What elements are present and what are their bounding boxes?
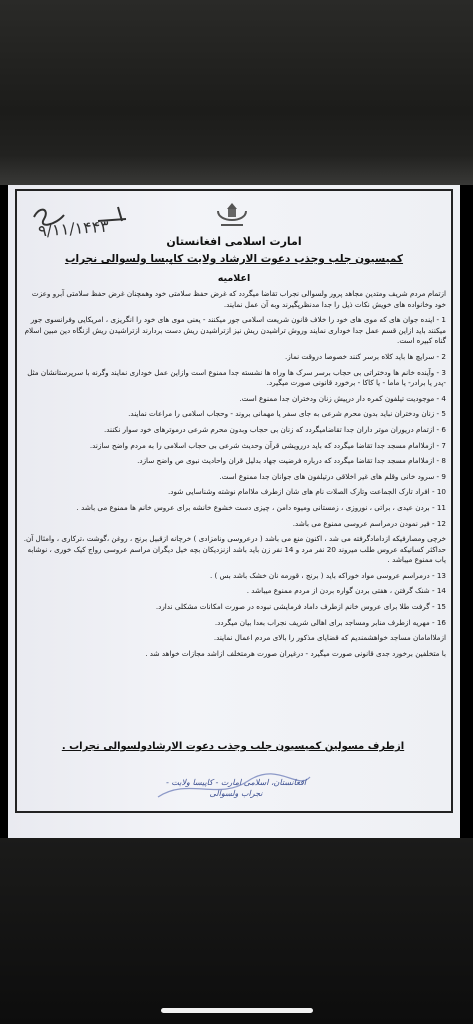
closing-line: ازطرف مسولین کمیسیون جلب وجذب دعوت الارشادولسوالی نجراب . bbox=[61, 741, 405, 752]
point-16: 16 - مهریه ازطرف منابر ومساجد برای اهالی شریف نجراب بعدا بیان میگردد. bbox=[214, 617, 446, 627]
point-4: 4 - موجودیت تیلفون کمره دار درپیش زنان ودختران جدا ممنوع است. bbox=[239, 393, 446, 403]
stamp-text: افغانستان، اسلامی امارت - کاپیسا ولایت - نجراب ولسوالی bbox=[165, 778, 306, 798]
intro-paragraph: ازتمام مردم شریف ومتدین مجاهد پرور ولسوالی نجراب تقاضا میگردد که غرض حفظ سلامتی خود وهمچنان غرض حفظ سلامتی آبرو وعزت خود وخانواده های خویش نکات ذیل را جدا مدنظرپگیرند وبه آن عمل نمایند. bbox=[31, 289, 446, 309]
point-10: 10 - افراد تارک الجماعت وتارک الصلات نام های شان ازطرف ملاامام نوشته وشناسایی شود. bbox=[168, 487, 446, 497]
point-13: 13 - درمراسم عروسی مواد خوراکه باید ( برنج ، قورمه نان خشک باشد بس ) . bbox=[209, 570, 446, 580]
document-paper bbox=[8, 185, 460, 838]
home-indicator[interactable] bbox=[161, 1008, 313, 1013]
point-8: 8 - ازملاامام مسجد جدا تقاضا میگردد که درباره فرضیت جهاد بدلیل قران واحادیث نبوی ص واضح سازد. bbox=[137, 456, 446, 466]
photo-background-top bbox=[0, 0, 473, 185]
point-2: 2 - سرایچ ها باید کلاه برسر کنند خصوصا دروقت نماز. bbox=[285, 351, 446, 361]
point-12: 12 - فیر نمودن درمراسم عروسی ممنوع می باشد. bbox=[292, 518, 446, 528]
emirate-seal-icon bbox=[215, 201, 249, 229]
imams-request: ازملاامامان مساجد خواهشمندیم که قضایای مذکور را بالای مردم اعمال نمایند. bbox=[213, 633, 446, 643]
point-7: 7 - ازملاامام مسجد جدا تقاضا میگردد که باید دررویشی قرآن وحدیث شرعی بی حجاب اسلامی را به مردم واضح سازند. bbox=[89, 440, 446, 450]
point-5: 5 - زنان ودختران نباید بدون محرم شرعی به جای سفر یا مهمانی بروند - وحجاب اسلامی را مراعات نمایند. bbox=[128, 409, 446, 419]
point-3: 3 - وآینده خانم ها ودختراتی بی حجاب برسر سرک ها وراه ها نشسته جدا ممنوع است وازاین عمل خوداری نمایند وگرنه با سرپرستانشان مثل -پدر یا برادر- یا ماما - یا کاکا - برخورد قانونی صورت میگیرد. bbox=[27, 367, 446, 388]
photo-background-bottom bbox=[0, 838, 473, 1024]
point-9: 9 - سرود خانی وقلم های غیر اخلاقی درتیلفون های جوانان جدا ممنوع است. bbox=[219, 471, 446, 481]
header-emirate: امارت اسلامی افغانستان bbox=[166, 235, 302, 248]
announcement-body bbox=[20, 289, 446, 664]
handwritten-date: ۹/۱۱/۱۴۴۳ bbox=[37, 216, 110, 241]
enforcement-warning: با متخلفین برخورد جدی قانونی صورت میگیرد - درغیران صورت هرمتخلف ازاشد مجازات خواهد شد . bbox=[145, 648, 446, 658]
point-15: 15 - گرفت طلا برای عروس خانم ازطرف داماد فرمایشی نبوده در صورت امکانات مشکلی ندارد. bbox=[155, 602, 446, 612]
point-1: 1 - اینده جوان های که موی های خود را خلاف قانون شریعت اسلامی جور میکنند - یعنی موی های خود را انگریزی ، امریکایی وفرانسوی جور میکنند باید ازاین قسم عمل جدا خوداری نمایند وروش تراشیدن ریش نیز ازتراشیدن ریش دست بردارند ازتراشیدن ریش ازنگاه دین مبین اسلام گناه کبیره است. bbox=[24, 315, 446, 346]
header-commission: کمیسیون جلب وجذب دعوت الارشاد ولایت کاپیسا ولسوالی نجراب bbox=[64, 253, 404, 265]
point-11: 11 - بردن عیدی ، براتی ، نوروزی ، زمستانی ومیوه دامن ، چیزی دست خشوع خانشه برای عروس خانم ها ممنوع می باشد . bbox=[76, 502, 446, 512]
point-6: 6 - ازتمام دریوران موتر داران جدا تقاضامیگردد که زنان بی حجاب وبدون محرم شرعی درموترهای خود سوار نکنند. bbox=[104, 424, 446, 434]
wedding-expenses-paragraph: خرچی ومصارفیکه ازدامادگرفته می شد ، اکنون منع می باشد ( درعروسی ونامزادی ) خرچانه ازقبیل برنج ، روغن ،گوشت ،ترکاری ، وامثال آن. حداکثر کسانیکه عروس طلب میروند 20 نفر مرد و 14 نفر زن باید باشد ازنزدیکان بچه خیل دیگران مراسم عروسی رواج کیک خوری ، نوشابه یاب ممنوع میباشد . bbox=[23, 534, 446, 565]
point-14: 14 - شنک گرفتن ، هفتی بردن گواره بردن از مردم ممنوع میباشد . bbox=[246, 586, 446, 596]
header-announcement: اعلامیه bbox=[217, 273, 251, 284]
